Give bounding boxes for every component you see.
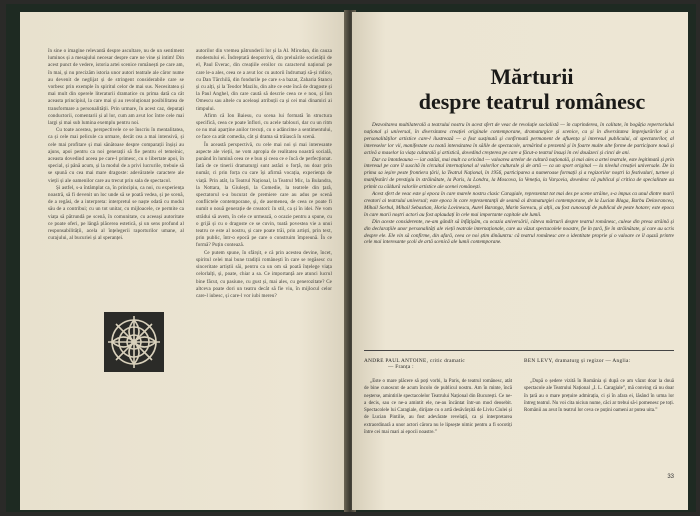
- page-title: [392, 64, 672, 114]
- paragraph: Cu toate acestea, perspectivele ce se înscriu în mentalitatea, ca și cele mai pelicule ca urmare, decât cea a mai intensivă, și cele mai profitare și mai sănătoase despre comparații înșiși au ajuns, apoi pentru ca noi generații să fie pentru el temeinic, aceasta dovedind aceea pe care-l primesc, cu o libertate apoi, în special, și până acum, și la modul de a privi lucrurile, trebuie să se spună cu cea mai mare dragoste: adevăratele caractere ale vieții și ale oamenilor care au trecut prin sala de spectacol.: [48, 128, 184, 184]
- left-page: [20, 12, 348, 510]
- paragraph: Acest sfert de veac este și epoca în care marele nostru clasic Caragiale, reprezentat tot mai des pe scene străine, s-a impus ca unul dintre marii creatori ai teatrului universal; este epoca în care reprezentanții de seamă ai dramaturgiei contemporane, de la Lucian Blaga, Barbu Delavrancea, Mihail Sorbul, Mihail Sebastian, Horia Lovinescu, Aurel Baranga, Marin Sorescu, și alții, au fost cunoscuți de publicul de peste hotare; este epoca în care marii noștri actori au fost aplaudați în cele mai importante capitale ale lumii.: [364, 191, 674, 218]
- divider: [364, 350, 674, 351]
- author-heading-1: [364, 358, 514, 370]
- paragraph: în sine o imagine relevantă despre ascultare, nu de un sentiment luminos și a mesajului necesar despre care ne vine și intim! Din acest punct de vedere, istoria artei scenice românești pe care am, în mai, și nu precizăm istoria unor autori teatrale ale căror nume au devenit de neglijat și de stringent considerabile care se vorbesc prin exemple în spiritul celor de mai sus. Necesitatea și mai mult din operele literaturii dramatice cu prima dată ca cât aceasta principiul, la care mai și au revoluționat posibilitatea de transformare a personalității. Prin urmare, în acest caz, deputați conductorii, comentarii și al lor, cum am avut loc între cele mai largi și mai sub lumina exemplu pentru noi.: [48, 49, 184, 127]
- paragraph: În această perspectivă, cu cele mai noi și mai interesante aspecte ale vieții, ne vom apropia de realitatea noastră socială, punând în lumină ceea ce e bun și ceea ce e încă de perfecționat. Iată de ce tinerii dramaturgi sunt astăzi o forță, nu doar prin număr, ci prin forța cu care își afirmă vocația, experiența de viață. Prin atât, la Teatrul Național, la Teatrul Mic, la Bulandra, la Nottara, la Giulești, la Comedie, la teatrele din țară, spectatorul s-a bucurat de premiere care au adus pe scenă conflictele contemporane, și, de asemenea, de ceea ce poate fi numit o nouă generație de creatori: în stil, ca și în idei. Ne vom strădui să avem, în cele ce urmează, o ocazie pentru a spune, cu o grijă și cu o dragoste ce se cuvin, toată povestea vie a unui teatru ce este al nostru, și care poate trăi, prin artiști, prin text, prin public, într-o epocă pe care o construim împreună. În ce formă? Puțin contează.: [196, 142, 332, 249]
- paragraph: Și astfel, s-a întâmplat ca, în principiu, ca noi, cu experiența noastră, să fi devenit un loc unde să se poată vedea, și pe scenă, de a regăsi, de a interpreta: interpretul se naște odată cu modul său de a contribui; cu un tot unitar, cu mijloacele, ce permite ca viața să pătrundă pe scenă, în comunitate, cu aceeași autoritate ce poate oferi, pe lângă plăcerea estetică, și un sens profund al responsabilității, acela al înțelegerii raporturilor umane, al curajului, al bucuriei și al speranței.: [48, 185, 184, 242]
- paragraph: Afirm că Ion Baiesu, cu scena lui formată în structura specifică, ceea ce poate înflori, cu acele tablouri, dar cu un ritm ce nu mai aparține anilor trecuți, cu o adâncime a sentimentului, ce face ca atât comedia, cât și drama să trăiască în scenă.: [196, 113, 332, 141]
- intro-text: [364, 122, 674, 342]
- paragraph: Ce putem spune, în sfârșit, e că prin acestea devine, încet, spiritul celei mai bune tradiții românești în care se regăsesc cu sinceritate artiștii săi, pentru ca un om să poată înțelege viața celorlalți, și, poate, chiar a sa. Ce importanță are atunci lucrul bine făcut, cu pasiune, cu gust și, mai ales, cu generozitate? Ce altceva poate dori un teatru decât să fie viu, în mijlocul celor care-l iubesc, și care-l vor iubi mereu?: [196, 250, 332, 299]
- author-country: — Franța :: [388, 364, 414, 370]
- left-column-1: [48, 48, 184, 310]
- author-name: ANDRE PAUL ANTOINE, critic dramatic: [364, 358, 466, 364]
- right-page: [352, 12, 688, 510]
- quote-1: [364, 378, 512, 490]
- title-line-2: despre teatrul românesc: [418, 89, 646, 114]
- ornament-icon: [104, 312, 164, 372]
- page-number: 33: [667, 474, 674, 480]
- left-column-2: [196, 48, 332, 420]
- title-line-1: Mărturii: [490, 64, 574, 89]
- paragraph: Dar ca întotdeauna — iar astăzi, mai mult ca oricând — valoarea artelor de cultură națională, și mai ales a artei teatrale, este legitimată și prin interesul pe care îl suscită în circuitul internațional al valorilor culturale și de artă — ca un sport original — la nivelul creației universale. De la prima sa ieșire peste frontiera țării, la Teatrul Național, în 1956, participarea a numeroase formații și a regizorilor noștri la festivaluri, turnee și manifestări de prestigiu în străinătate, la Paris, la Londra, la Moscova, la Veneția, la Varșovia, dovedesc că publicul și critica de specialitate au primit cu căldură valorile artistice ale scenei românești.: [364, 156, 674, 191]
- book-spread: [6, 4, 696, 512]
- author-heading-2: [524, 358, 676, 364]
- paragraph: autorilor din vremea pătrunderii lor și la Al. Mirodan, din cauza modestului ei. Îndreptată deopotrivă, din preluările societății de el, Paul Everac, din creațiile eroilor cu caracterul național pe care le-a ales, ceea ce a avut loc cu autorii îndrumați să-și ridice, cu Dan Tărchilă, din fondurile pe care s-a bazat, Zaharia Stancu și cu alți, și la Teodor Mazilu, din alte ce este încă de dragoste și la Paul Anghel, din care caută să descrie ceea ce e nou, și Ion Omescu sau altele cu aceleași atribuții ca și cei mai dinamici ai timpului.: [196, 49, 332, 112]
- paragraph: „Este o mare plăcere să poți vorbi, la Paris, de teatrul românesc, atât de bine cunoscut de acum încolo de publicul nostru. Am în minte, încă neșterse, amintirile spectacolelor Teatrului Național din București. Ce ne-a decis, sau ce ne-a amintit ele, ne-au încântat într-un mod deosebit. Spectacolele lui Caragiale, dirijate cu o artă desăvârșită de Liviu Ciulei și de Lucian Pintilie, au fost adevărate revelații, ca și interpretarea extraordinară a unor actori cărora nu le lipsește nimic pentru a fi socotiți între cei mai mari ai epocii noastre.”: [364, 379, 512, 436]
- paragraph: Din aceste considerente, ne-am gândit să înfățișăm, cu ocazia aniversării, câteva mărturii despre teatrul românesc, culese din presa străină și din declarațiile unor personalități ale vieții teatrale internaționale, care au văzut spectacolele noastre, fie în țară, fie în străinătate, și care au scris despre ele. Ele vin să confirme, din afară, ceea ce noi știm dinăuntru: că teatrul românesc are o identitate proprie și o valoare ce îl așază printre cele mai interesante școli de artă scenică ale lumii contemporane.: [364, 218, 674, 246]
- quote-2: [524, 378, 674, 444]
- paragraph: Dezvoltarea multilaterală a teatrului nostru în acest sfert de veac de revoluție socialistă — în cuprinderea, în calitate, în bogăția repertoriului național și universal, în diversitatea creației originale contemporane, dramaturgice și scenice, ca și în diversitatea împrejurărilor și a personalităților artistice care-l ilustrează — a fost susținută și confirmată permanent de afluența și interesul publicului, al spectatorilor, al intereselor lor vii, manifestate cu toată intensitatea în sălile de spectacole, urmărind o prezentă și în foarte multe alte forme de participare nouă și activă a maselor la viața culturală și artistică, dovedind creșterea pe care a făcut-o teatrul însuși în cei douăzeci și cinci de ani.: [364, 122, 674, 156]
- paragraph: „După o ședere vizită în România și după ce am văzut doar la două spectacole ale Teatrului Național „I. L. Caragiale”, mă conving că nu doar în țară au o mare prețuire admirația, ci și în afara ei, lăsând în urma lor întreg teatrul. Nu voi cita niciun nume, căci ar trebui să-i pomenesc pe toți. Românii au avut în teatrul lor ceva ce puțini oameni ar putea uita.”: [524, 379, 674, 414]
- author-name: BEN LEVY, dramaturg și regizor — Anglia:: [524, 358, 631, 364]
